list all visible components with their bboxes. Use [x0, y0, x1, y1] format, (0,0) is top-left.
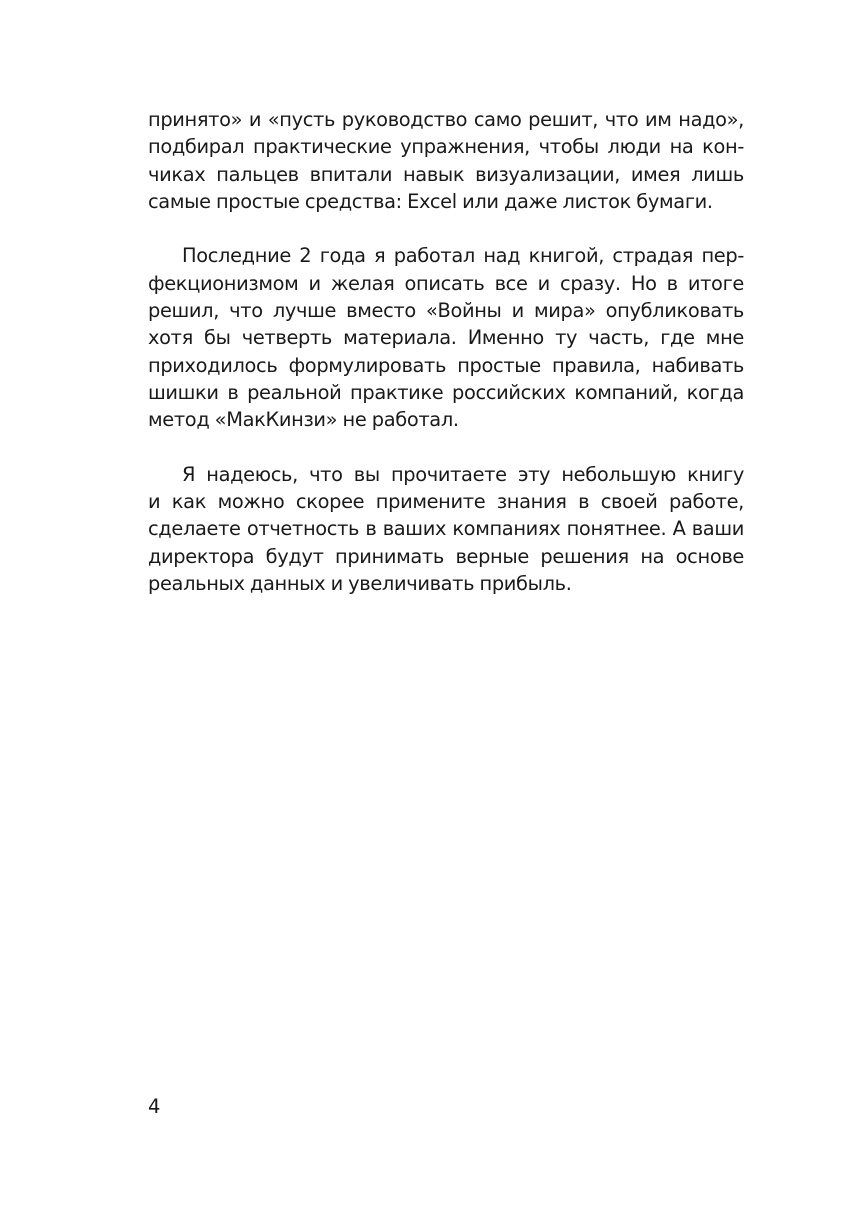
paragraph-1 [148, 106, 744, 215]
paragraph-gap [148, 434, 744, 461]
page-number: 4 [148, 1095, 161, 1118]
text-line: Я надеюсь, что вы прочитаете эту небольшую книгу [182, 462, 744, 486]
text-line: приходилось формулировать простые правила, набивать [148, 353, 744, 377]
text-line: принято» и «пусть руководство само решит, что им надо», [148, 108, 744, 131]
paragraph-3 [148, 461, 744, 597]
text-line: решил, что лучше вместо «Войны и мира» опубликовать [148, 299, 744, 323]
body-text [148, 106, 744, 597]
text-line: самые простые средства: Excel или даже листок бумаги. [148, 189, 713, 213]
text-line: хотя бы четверть материала. Именно ту часть, где мне [148, 326, 744, 350]
text-line: фекционизмом и желая описать все и сразу. Но в итоге [148, 271, 744, 295]
text-line: шишки в реальной практике российских компаний, когда [148, 380, 744, 404]
text-line: реальных данных и увеличивать прибыль. [148, 572, 572, 596]
text-line: сделаете отчетность в ваших компаниях понятнее. А ваши [148, 517, 744, 541]
text-line: метод «МакКинзи» не работал. [148, 408, 459, 432]
text-line: и как можно скорее примените знания в своей работе, [148, 490, 744, 514]
text-line: чиках пальцев впитали навык визуализации, имея лишь [148, 162, 744, 186]
text-line: подбирал практические упражнения, чтобы люди на кон- [148, 135, 744, 159]
paragraph-2 [148, 242, 744, 433]
paragraph-gap [148, 215, 744, 242]
text-line: директора будут принимать верные решения на основе [148, 544, 744, 568]
text-line: Последние 2 года я работал над книгой, страдая пер- [182, 244, 744, 268]
